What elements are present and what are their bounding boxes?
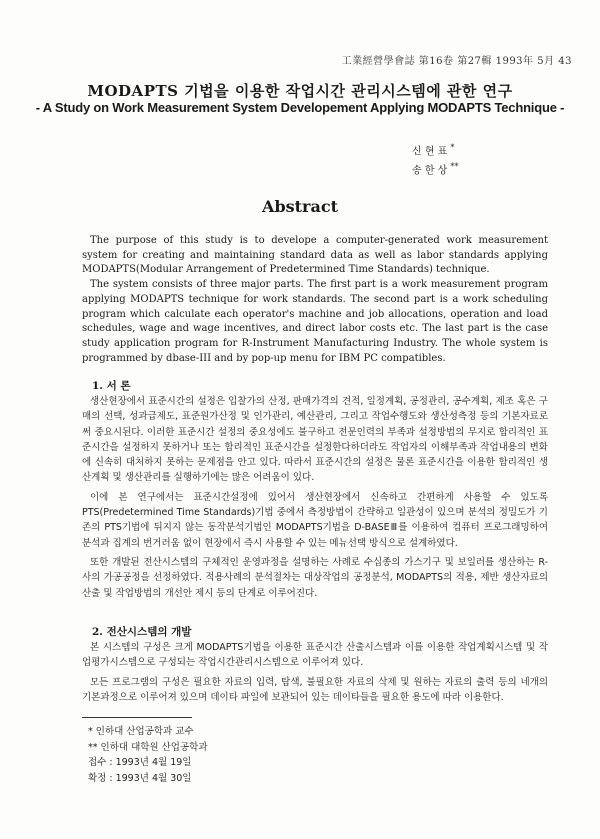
section-2-body xyxy=(82,640,548,709)
author-2 xyxy=(412,159,502,178)
author-mark: ** xyxy=(450,162,459,172)
section-paragraph: 생산현장에서 표준시간의 설정은 입찰가의 산정, 판매가격의 견적, 일정계획, 공정관리, 공수계획, 제조 혹은 구매의 선택, 성과급제도, 표준원가산정 및 인가관리, 예산관리, 그리고 작업수행도와 생산성측정 등의 기본자료로써 중요시된다. 이러한 표준시간 설정의 중요성에도 불구하고 전문인력의 부족과 설정방법의 무지로 합리적인 표준시간을 설정하지 못하거나 또는 합리적인 표준시간을 설정한다하더라도 작업자의 이해부족과 작업내용의 변화에 신속히 대처하지 못하는 문제점을 안고 있다. 따라서 표준시간의 설정은 물론 표준시간을 이용한 합리적인 생산계획 및 생산관리를 실행하기에는 많은 어려움이 있다. xyxy=(82,396,548,484)
journal-header: 工業經營學會誌 第16卷 第27輯 1993年 5月 43 xyxy=(341,56,572,67)
section-1-heading: 1. 서 론 xyxy=(92,380,131,392)
section-1-body xyxy=(82,394,548,605)
abstract-paragraph: The purpose of this study is to develope a computer-generated work measurement system for creating and maintaining standard data as well as labor standards applying MODAPTS(Modular Arrangement of Predetermined Time Standards) technique. xyxy=(82,235,548,276)
footnote-accepted: 확정 : 1993년 4월 30일 xyxy=(88,772,192,784)
section-paragraph: 또한 개발된 전산시스템의 구체적인 운영과정을 설명하는 사례로 수십종의 가스기구 및 보일러를 생산하는 R-사의 가공공정을 선정하였다. 적용사례의 분석절차는 대상작업의 공정분석, MODAPTS의 적용, 제반 생산자료의 산출 및 작업방법의 개선안 제시 등의 단계로 이루어진다. xyxy=(82,556,548,599)
section-paragraph: 이에 본 연구에서는 표준시간설정에 있어서 생산현장에서 신속하고 간편하게 사용할 수 있도록 PTS(Predetermined Time Standards)기법 중에서 측정방법이 간략하고 일관성이 있으며 분석의 정밀도가 기존의 PTS기법에 뒤지지 않는 동작분석기법인 MODAPTS기법을 D-BASEⅢ를 이용하여 컴퓨터 프로그래밍하여 분석과 집계의 번거러움 없이 현장에서 즉시 사용할 수 있는 메뉴선택 방식으로 설계하였다. xyxy=(82,491,548,549)
footnotes xyxy=(88,724,208,786)
footnote-received: 접수 : 1993년 4월 19일 xyxy=(88,757,192,768)
section-2-heading: 2. 전산시스템의 개발 xyxy=(92,626,192,638)
title-korean: MODAPTS 기법을 이용한 작업시간 관리시스템에 관한 연구 xyxy=(87,82,513,100)
abstract-heading: Abstract xyxy=(262,197,338,216)
author-name: 신 현 표 xyxy=(412,146,448,158)
abstract-paragraph: The system consists of three major parts. The first part is a work measurement program applying MODAPTS technique for work standards. The second part is a work scheduling program which calculate each operator's machine and job allocations, operation and load schedules, wage and wage incentives, and direct labor costs etc. The last part is the case study application program for R-Instrument Manufacturing Industry. The whole system is programmed by dbase-III and by pop-up menu for IBM PC compatibles. xyxy=(82,279,548,364)
footnote-divider xyxy=(82,717,192,718)
section-paragraph: 모든 프로그램의 구성은 필요한 자료의 입력, 탐색, 불필요한 자료의 삭제 및 원하는 자료의 출력 등의 네개의 기본과정으로 이루어져 있으며 데이타 파일에 보관되어 있는 데이타들을 필요한 용도에 따라 이용한다. xyxy=(82,676,548,703)
author-mark: * xyxy=(450,143,455,152)
footnote-affiliation-1: * 인하대 산업공학과 교수 xyxy=(88,726,194,737)
title-english: - A Study on Work Measurement System Developement Applying MODAPTS Technique - xyxy=(35,100,565,115)
author-list xyxy=(412,140,502,179)
section-paragraph: 본 시스템의 구성은 크게 MODAPTS기법을 이용한 표준시간 산출시스템과 이를 이용한 작업계획시스템 및 작업평가시스템으로 구성되는 작업시간관리시스템으로 이루어져 있다. xyxy=(82,642,548,669)
author-1 xyxy=(412,140,502,159)
author-name: 송 한 상 xyxy=(412,165,448,177)
abstract-body xyxy=(82,234,548,366)
footnote-affiliation-2: ** 인하대 대학원 산업공학과 xyxy=(88,741,208,753)
